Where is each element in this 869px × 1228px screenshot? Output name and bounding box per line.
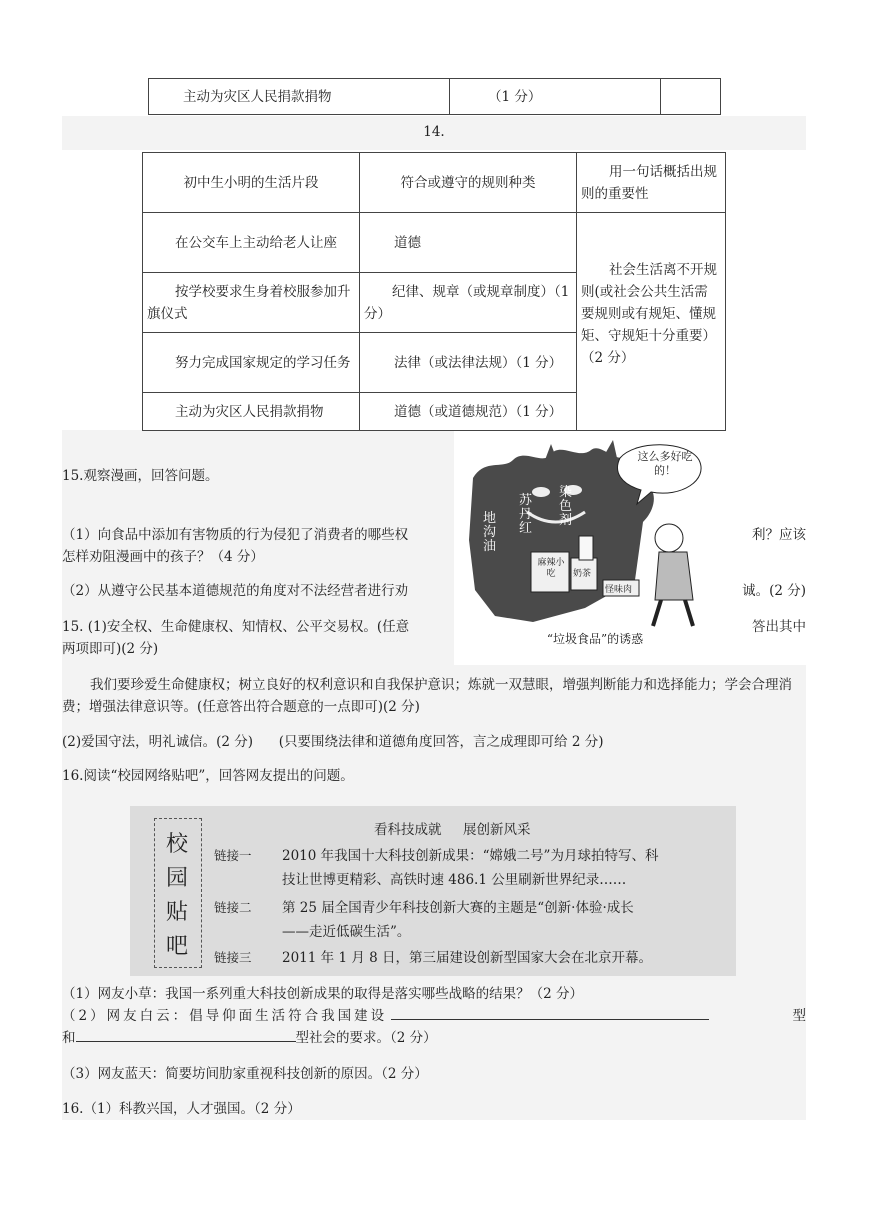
side-char: 校: [165, 832, 188, 857]
q14-number: 14.: [423, 124, 445, 140]
q15-a1-line2: 两项即可)(2 分): [62, 641, 159, 657]
q16-q2-b: 型: [792, 1008, 806, 1024]
q16-q2-c: 和: [62, 1030, 76, 1046]
cartoon-speech: 这么多好吃的！: [637, 450, 693, 477]
cartoon-label-sudan: 苏丹红: [519, 493, 533, 536]
link1-text: [282, 844, 728, 892]
cartoon-food-meat: 怪味肉: [605, 585, 633, 595]
q16-q2-line1: [62, 1005, 806, 1027]
q16-q2-d: 型社会的要求。（2 分）: [295, 1030, 437, 1046]
q14-row3-rule: 法律（或法律法规）（1 分）: [360, 333, 577, 393]
q16-a1: 16.（1）科教兴国，人才强国。（2 分）: [62, 1101, 301, 1117]
q14-row4-rule: 道德（或道德规范）（1 分）: [360, 393, 577, 431]
q16-q2-a: （2）网友白云：倡导仰面生活符合我国建设: [62, 1008, 388, 1024]
q15-q1-line2: 怎样劝阻漫画中的孩子？（4 分）: [62, 549, 264, 565]
top-table: [148, 78, 721, 115]
campus-forum-post: [130, 806, 736, 976]
q14-row1-fragment: 在公交车上主动给老人让座: [143, 213, 360, 273]
cartoon-caption: “垃圾食品”的诱惑: [546, 632, 644, 646]
q14-table: [142, 152, 726, 431]
link2-label: 链接二: [214, 900, 252, 915]
q15-q1-left: （1）向食品中添加有害物质的行为侵犯了消费者的哪些权: [62, 527, 409, 543]
link2-line2: ——走近低碳生活”。: [282, 924, 411, 940]
cartoon-food-spicy: 麻辣小吃: [537, 558, 565, 579]
cartoon-label-dye: 染色剂: [559, 485, 573, 528]
link1-line2: 技让世博更精彩、高铁时速 486.1 公里刷新世界纪录……: [282, 872, 627, 888]
q16-title: 16.阅读“校园网络贴吧”，回答网友提出的问题。: [62, 768, 354, 784]
q14-row4-fragment: 主动为灾区人民捐款捐物: [143, 393, 360, 431]
q14-row3-fragment: 努力完成国家规定的学习任务: [143, 333, 360, 393]
forum-side-title: [160, 828, 194, 964]
q15-a1-right: 答出其中: [752, 619, 806, 635]
q15-a2: (2)爱国守法，明礼诚信。(2 分) (只要围绕法律和道德角度回答，言之成理即可给 2 分): [62, 734, 604, 750]
q14-row2-fragment: 按学校要求生身着校服参加升旗仪式: [143, 273, 360, 333]
q14-header-2: 符合或遵守的规则种类: [360, 153, 577, 213]
link1-line1: 2010 年我国十大科技创新成果：“嫦娥二号”为月球拍特写、科: [282, 848, 659, 864]
q16-q1: （1）网友小草：我国一系列重大科技创新成果的取得是落实哪些战略的结果？（2 分）: [62, 986, 583, 1002]
q16-blank-2[interactable]: [76, 1027, 296, 1042]
link2-line1: 第 25 届全国青少年科技创新大赛的主题是“创新·体验·成长: [282, 900, 634, 916]
link1-label: 链接一: [214, 848, 252, 863]
post-heading: 看科技成就 展创新风采: [374, 822, 531, 838]
junk-food-cartoon: [455, 440, 725, 665]
q15-q1-right: 利？应该: [752, 527, 806, 543]
q15-a1-para: 我们要珍爱生命健康权；树立良好的权利意识和自我保护意识；炼就一双慧眼，增强判断能力和选择能力；学会合理消费；增强法律意识等。(任意答出符合题意的一点即可)(2 分): [62, 677, 792, 715]
link3-text: 2011 年 1 月 8 日，第三届建设创新型国家大会在北京开幕。: [282, 950, 652, 966]
q15-a1-left: 15. (1)安全权、生命健康权、知情权、公平交易权。(任意: [62, 619, 410, 635]
top-cell-1: 主动为灾区人民捐款捐物: [149, 79, 450, 115]
q14-row2-rule: 纪律、规章（或规章制度）（1 分）: [360, 273, 577, 333]
q14-importance: 社会生活离不开规则(或社会公共生活需要规则或有规矩、懂规矩、守规矩十分重要）（2 分）: [577, 213, 726, 431]
cartoon-label-oil: 地沟油: [483, 511, 497, 554]
q16-q2-line2: [62, 1027, 806, 1049]
q16-q3: （3）网友蓝天：简要坊间肋家重视科技创新的原因。（2 分）: [62, 1066, 428, 1082]
q14-header-1: 初中生小明的生活片段: [143, 153, 360, 213]
q16-blank-1[interactable]: [391, 1005, 709, 1020]
cartoon-food-tea: 奶茶: [573, 569, 592, 579]
top-cell-2: （1 分）: [450, 79, 661, 115]
link3-label: 链接三: [214, 950, 252, 965]
q15-title: 15.观察漫画，回答问题。: [62, 468, 219, 484]
q14-header-3: 用一句话概括出规则的重要性: [577, 153, 726, 213]
side-char: 贴: [165, 900, 188, 925]
q15-q2-right: 诚。(2 分): [742, 583, 806, 599]
q14-row1-rule: 道德: [360, 213, 577, 273]
link2-text: [282, 896, 728, 944]
side-char: 吧: [165, 934, 188, 959]
side-char: 园: [165, 866, 188, 891]
top-cell-3: [661, 79, 721, 115]
q15-q2-left: （2）从遵守公民基本道德规范的角度对不法经营者进行劝: [62, 583, 409, 599]
